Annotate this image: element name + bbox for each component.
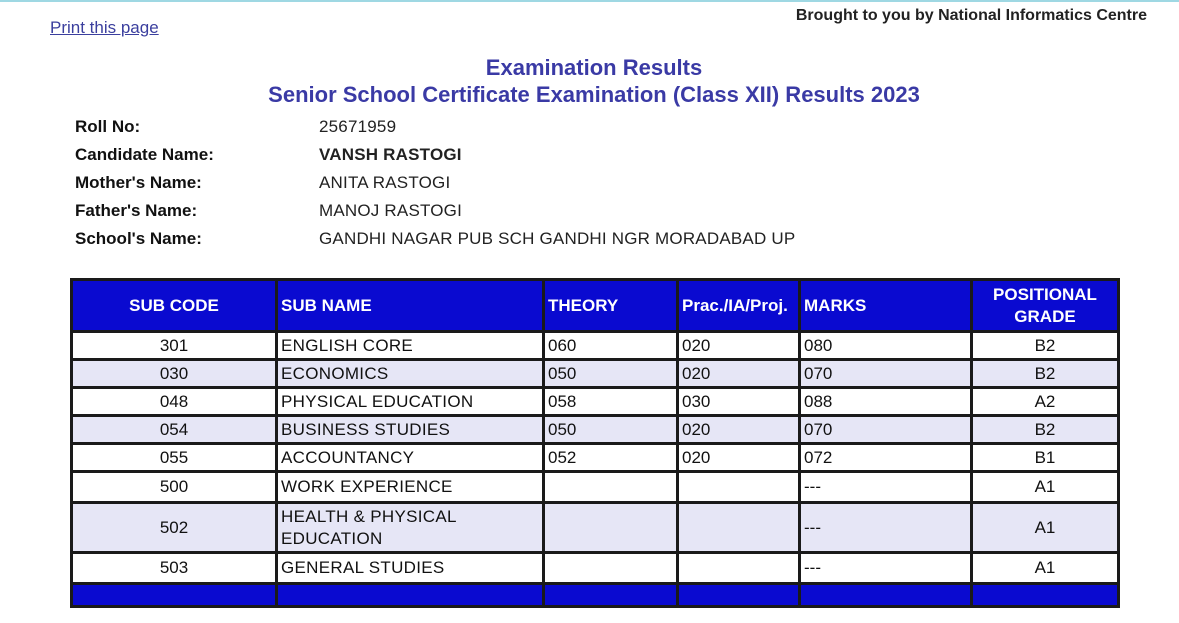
- marks-cell: ---: [800, 503, 972, 553]
- table-row: [72, 416, 1119, 444]
- practical-cell: 020: [678, 416, 800, 444]
- marks-cell: 088: [800, 388, 972, 416]
- practical-cell: 020: [678, 360, 800, 388]
- roll-value: 25671959: [319, 117, 397, 136]
- candidate-name-value: VANSH RASTOGI: [319, 145, 462, 164]
- grade-header-line1: POSITIONAL: [993, 284, 1097, 304]
- theory-cell: 058: [544, 388, 678, 416]
- sub-name-cell: PHYSICAL EDUCATION: [277, 388, 544, 416]
- grade-header-line2: GRADE: [1014, 306, 1076, 326]
- col-marks: MARKS: [800, 280, 972, 332]
- col-sub-code: SUB CODE: [72, 280, 277, 332]
- col-practical: Prac./IA/Proj.: [678, 280, 800, 332]
- sub-code-cell: 500: [72, 472, 277, 503]
- roll-row: [75, 113, 795, 141]
- theory-cell: 060: [544, 332, 678, 360]
- sub-name-cell: HEALTH & PHYSICAL EDUCATION: [277, 503, 544, 553]
- footer-cell: [277, 584, 544, 607]
- sub-name-cell: ECONOMICS: [277, 360, 544, 388]
- grade-cell: A1: [972, 553, 1119, 584]
- result-footer-row: [72, 584, 1119, 607]
- theory-cell: [544, 553, 678, 584]
- school-name-value: GANDHI NAGAR PUB SCH GANDHI NGR MORADABAD UP: [319, 229, 796, 248]
- print-page-link[interactable]: Print this page: [50, 18, 159, 37]
- sub-name-cell: ACCOUNTANCY: [277, 444, 544, 472]
- father-name-row: [75, 197, 795, 225]
- mother-name-label: Mother's Name:: [75, 173, 202, 192]
- sub-name-cell: WORK EXPERIENCE: [277, 472, 544, 503]
- theory-cell: [544, 503, 678, 553]
- candidate-info: [75, 113, 795, 253]
- father-name-label: Father's Name:: [75, 201, 198, 220]
- theory-cell: [544, 472, 678, 503]
- table-row: [72, 388, 1119, 416]
- school-name-label: School's Name:: [75, 229, 202, 248]
- sub-code-cell: 503: [72, 553, 277, 584]
- sub-code-cell: 502: [72, 503, 277, 553]
- sub-code-cell: 030: [72, 360, 277, 388]
- sub-code-cell: 054: [72, 416, 277, 444]
- school-name-row: [75, 225, 795, 253]
- page-title: Examination Results: [485, 55, 703, 80]
- marks-cell: ---: [800, 472, 972, 503]
- mother-name-row: [75, 169, 795, 197]
- table-row: [72, 472, 1119, 503]
- exam-subtitle: Senior School Certificate Examination (Class XII) Results 2023: [268, 82, 920, 107]
- practical-cell: 030: [678, 388, 800, 416]
- practical-cell: 020: [678, 332, 800, 360]
- practical-cell: 020: [678, 444, 800, 472]
- theory-cell: 052: [544, 444, 678, 472]
- sub-name-cell: GENERAL STUDIES: [277, 553, 544, 584]
- table-row: [72, 553, 1119, 584]
- col-sub-name: SUB NAME: [277, 280, 544, 332]
- nic-credit: Brought to you by National Informatics Centre: [795, 7, 1147, 24]
- footer-cell: [544, 584, 678, 607]
- results-table: [70, 278, 1120, 608]
- grade-cell: B2: [972, 332, 1119, 360]
- table-row: [72, 332, 1119, 360]
- marks-cell: 070: [800, 360, 972, 388]
- grade-cell: A2: [972, 388, 1119, 416]
- grade-cell: A1: [972, 472, 1119, 503]
- col-positional-grade: [972, 280, 1119, 332]
- footer-cell: [678, 584, 800, 607]
- grade-cell: B2: [972, 416, 1119, 444]
- footer-cell: [972, 584, 1119, 607]
- table-row: [72, 503, 1119, 553]
- marks-cell: 080: [800, 332, 972, 360]
- practical-cell: [678, 553, 800, 584]
- practical-cell: [678, 503, 800, 553]
- table-row: [72, 444, 1119, 472]
- sub-code-cell: 301: [72, 332, 277, 360]
- candidate-name-label: Candidate Name:: [75, 145, 214, 164]
- roll-label: Roll No:: [75, 117, 141, 136]
- top-border: [0, 0, 1179, 2]
- practical-cell: [678, 472, 800, 503]
- col-theory: THEORY: [544, 280, 678, 332]
- marks-cell: 070: [800, 416, 972, 444]
- sub-code-cell: 048: [72, 388, 277, 416]
- marks-cell: 072: [800, 444, 972, 472]
- marks-cell: ---: [800, 553, 972, 584]
- father-name-value: MANOJ RASTOGI: [319, 201, 463, 220]
- footer-cell: [72, 584, 277, 607]
- table-header-row: [72, 280, 1119, 332]
- theory-cell: 050: [544, 416, 678, 444]
- theory-cell: 050: [544, 360, 678, 388]
- footer-cell: [800, 584, 972, 607]
- grade-cell: B2: [972, 360, 1119, 388]
- candidate-name-row: [75, 141, 795, 169]
- sub-name-cell: BUSINESS STUDIES: [277, 416, 544, 444]
- grade-cell: B1: [972, 444, 1119, 472]
- mother-name-value: ANITA RASTOGI: [319, 173, 451, 192]
- grade-cell: A1: [972, 503, 1119, 553]
- sub-code-cell: 055: [72, 444, 277, 472]
- table-row: [72, 360, 1119, 388]
- sub-name-cell: ENGLISH CORE: [277, 332, 544, 360]
